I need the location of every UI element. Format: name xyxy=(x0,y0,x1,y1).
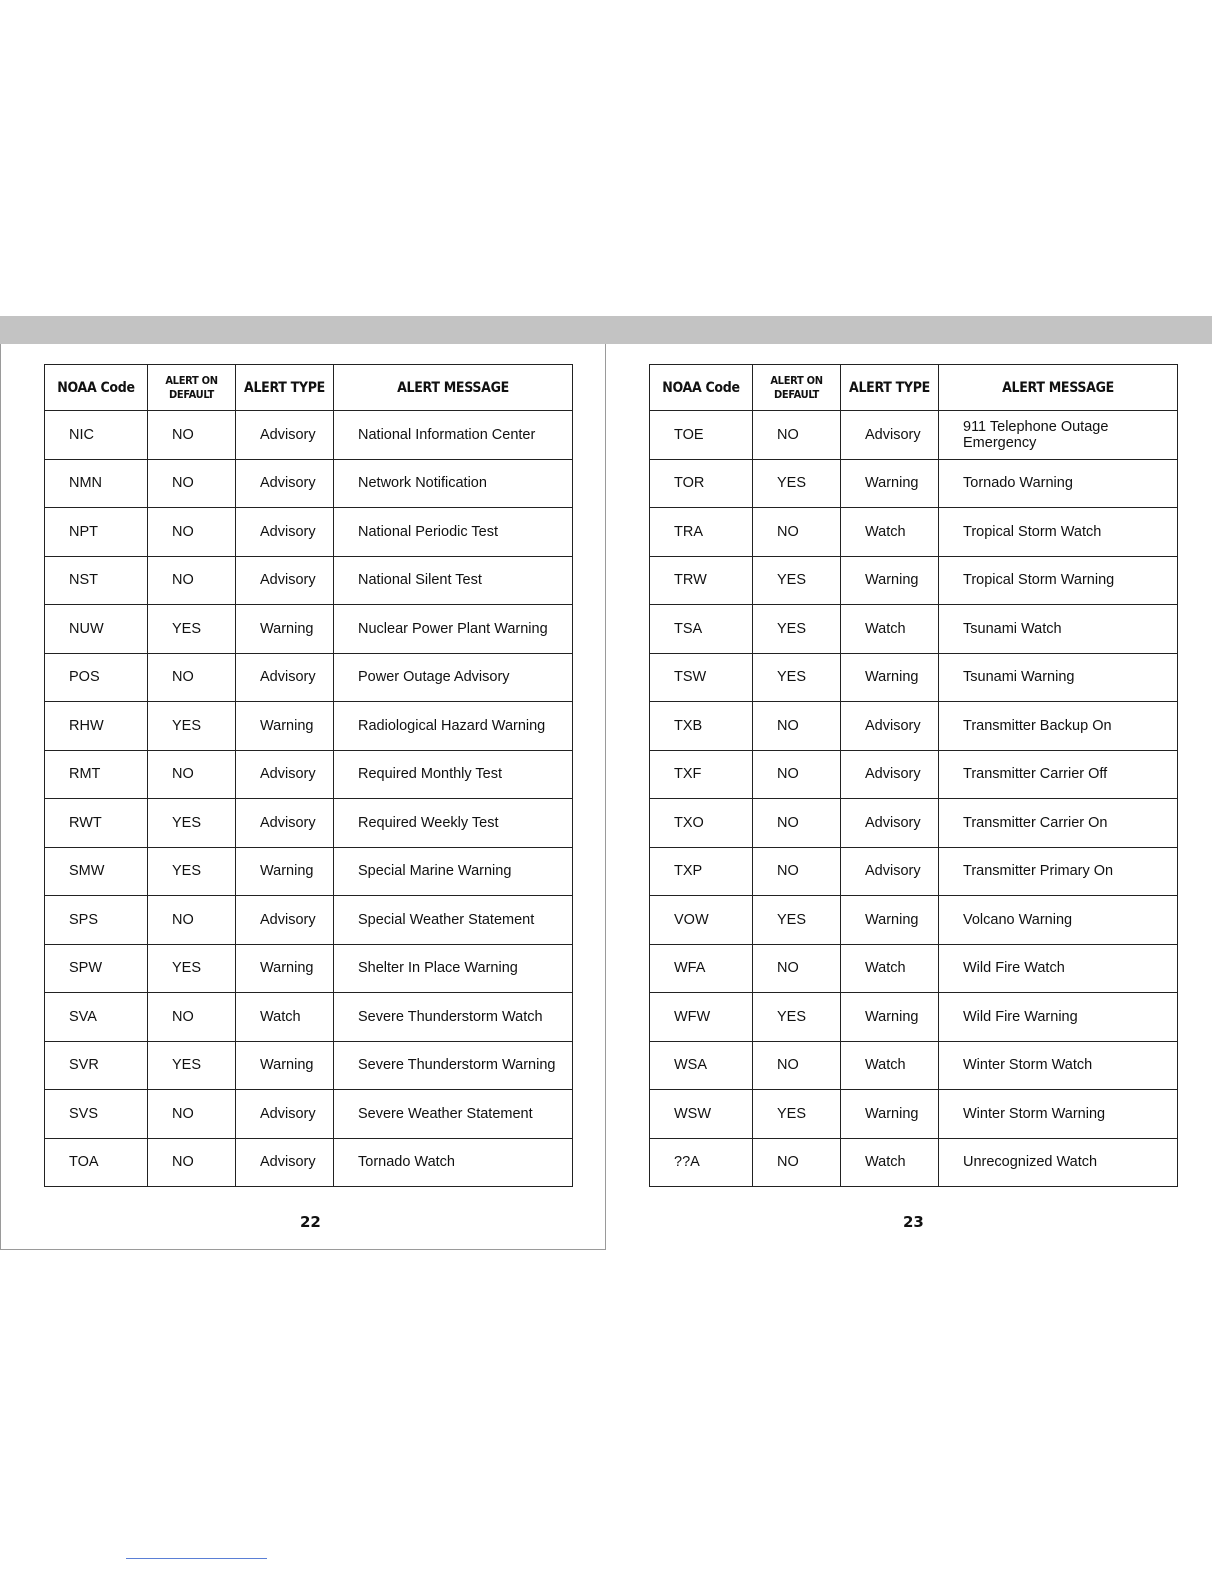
table-row xyxy=(45,750,573,799)
table-row xyxy=(45,944,573,993)
table-row xyxy=(650,411,1178,460)
alert-message-cell: Required Monthly Test xyxy=(334,750,573,799)
alert-default-cell: YES xyxy=(148,702,236,751)
alert-default-cell: YES xyxy=(148,1041,236,1090)
alert-default-cell: NO xyxy=(753,799,841,848)
alert-message-cell: Tornado Watch xyxy=(334,1138,573,1187)
alert-default-cell: NO xyxy=(753,411,841,460)
table-row xyxy=(650,993,1178,1042)
alert-type-cell: Advisory xyxy=(236,750,334,799)
alert-message-cell: Wild Fire Warning xyxy=(939,993,1178,1042)
alert-type-cell: Warning xyxy=(841,653,939,702)
alert-default-cell: NO xyxy=(753,1138,841,1187)
table-row xyxy=(650,1041,1178,1090)
alert-type-cell: Advisory xyxy=(236,508,334,557)
alert-type-cell: Warning xyxy=(841,459,939,508)
alert-type-cell: Advisory xyxy=(841,799,939,848)
alert-message-cell: 911 Telephone Outage Emergency xyxy=(939,411,1178,460)
alert-message-cell: Network Notification xyxy=(334,459,573,508)
alert-default-cell: NO xyxy=(753,847,841,896)
alert-message-cell: Transmitter Carrier On xyxy=(939,799,1178,848)
noaa-code-cell: WFA xyxy=(650,944,753,993)
table-row xyxy=(650,750,1178,799)
header-alert-type: ALERT TYPE xyxy=(236,365,334,411)
alert-message-cell: National Periodic Test xyxy=(334,508,573,557)
alert-type-cell: Advisory xyxy=(841,411,939,460)
table-row xyxy=(45,1138,573,1187)
alert-default-cell: NO xyxy=(148,993,236,1042)
table-row xyxy=(45,847,573,896)
table-row xyxy=(650,799,1178,848)
alert-default-cell: YES xyxy=(148,847,236,896)
header-alert-on-default: ALERT ON DEFAULT xyxy=(753,365,841,411)
alert-message-cell: Transmitter Carrier Off xyxy=(939,750,1178,799)
header-row xyxy=(650,365,1178,411)
table-row xyxy=(45,993,573,1042)
table-row xyxy=(650,896,1178,945)
alert-default-cell: NO xyxy=(148,896,236,945)
alert-message-cell: Severe Weather Statement xyxy=(334,1090,573,1139)
header-alert-message: ALERT MESSAGE xyxy=(939,365,1178,411)
alert-type-cell: Advisory xyxy=(236,799,334,848)
alert-type-cell: Watch xyxy=(841,944,939,993)
noaa-code-cell: TOA xyxy=(45,1138,148,1187)
alert-message-cell: Tornado Warning xyxy=(939,459,1178,508)
alert-default-cell: NO xyxy=(753,750,841,799)
alert-default-cell: YES xyxy=(753,459,841,508)
alert-type-cell: Advisory xyxy=(236,1090,334,1139)
noaa-code-cell: NUW xyxy=(45,605,148,654)
alert-default-cell: NO xyxy=(148,411,236,460)
noaa-code-cell: TXF xyxy=(650,750,753,799)
table-row xyxy=(650,1138,1178,1187)
alert-type-cell: Advisory xyxy=(236,459,334,508)
noaa-code-cell: NPT xyxy=(45,508,148,557)
noaa-code-cell: RMT xyxy=(45,750,148,799)
alert-type-cell: Advisory xyxy=(236,411,334,460)
alert-message-cell: Winter Storm Watch xyxy=(939,1041,1178,1090)
header-alert-message: ALERT MESSAGE xyxy=(334,365,573,411)
alert-table-page-23 xyxy=(649,364,1178,1187)
noaa-code-cell: NMN xyxy=(45,459,148,508)
alert-message-cell: National Information Center xyxy=(334,411,573,460)
alert-default-cell: YES xyxy=(148,605,236,654)
table-row xyxy=(45,459,573,508)
header-alert-type: ALERT TYPE xyxy=(841,365,939,411)
alert-default-cell: NO xyxy=(753,944,841,993)
table-row xyxy=(45,799,573,848)
alert-message-cell: Tsunami Warning xyxy=(939,653,1178,702)
noaa-code-cell: NST xyxy=(45,556,148,605)
noaa-code-cell: TOE xyxy=(650,411,753,460)
alert-default-cell: YES xyxy=(753,653,841,702)
noaa-code-cell: TXP xyxy=(650,847,753,896)
noaa-code-cell: VOW xyxy=(650,896,753,945)
noaa-code-cell: TRA xyxy=(650,508,753,557)
noaa-code-cell: TSW xyxy=(650,653,753,702)
table-row xyxy=(45,702,573,751)
noaa-code-cell: WFW xyxy=(650,993,753,1042)
noaa-code-cell: NIC xyxy=(45,411,148,460)
alert-default-cell: NO xyxy=(753,702,841,751)
alert-type-cell: Advisory xyxy=(236,896,334,945)
table-row xyxy=(45,1041,573,1090)
alert-message-cell: Radiological Hazard Warning xyxy=(334,702,573,751)
alert-type-cell: Advisory xyxy=(236,556,334,605)
alert-default-cell: NO xyxy=(753,1041,841,1090)
alert-default-cell: YES xyxy=(148,944,236,993)
noaa-code-cell: WSA xyxy=(650,1041,753,1090)
alert-type-cell: Advisory xyxy=(841,750,939,799)
alert-message-cell: Wild Fire Watch xyxy=(939,944,1178,993)
alert-default-cell: NO xyxy=(148,1138,236,1187)
table-row xyxy=(45,1090,573,1139)
noaa-code-cell: TSA xyxy=(650,605,753,654)
header-alert-on-default: ALERT ON DEFAULT xyxy=(148,365,236,411)
table-row xyxy=(650,508,1178,557)
alert-type-cell: Warning xyxy=(236,1041,334,1090)
alert-default-cell: YES xyxy=(753,605,841,654)
table-row xyxy=(45,508,573,557)
bottom-link-underline xyxy=(126,1558,267,1559)
table-row xyxy=(45,605,573,654)
header-noaa-code: NOAA Code xyxy=(650,365,753,411)
table-row xyxy=(45,896,573,945)
alert-type-cell: Watch xyxy=(841,1041,939,1090)
alert-default-cell: NO xyxy=(753,508,841,557)
alert-message-cell: Severe Thunderstorm Warning xyxy=(334,1041,573,1090)
noaa-code-cell: RWT xyxy=(45,799,148,848)
noaa-code-cell: SVR xyxy=(45,1041,148,1090)
table-row xyxy=(650,605,1178,654)
alert-default-cell: YES xyxy=(753,1090,841,1139)
noaa-code-cell: TXB xyxy=(650,702,753,751)
alert-default-cell: NO xyxy=(148,556,236,605)
alert-message-cell: Tropical Storm Warning xyxy=(939,556,1178,605)
alert-default-cell: NO xyxy=(148,653,236,702)
noaa-code-cell: SVS xyxy=(45,1090,148,1139)
alert-message-cell: Severe Thunderstorm Watch xyxy=(334,993,573,1042)
alert-message-cell: Special Weather Statement xyxy=(334,896,573,945)
alert-type-cell: Watch xyxy=(841,605,939,654)
alert-message-cell: Winter Storm Warning xyxy=(939,1090,1178,1139)
noaa-code-cell: TRW xyxy=(650,556,753,605)
table-row xyxy=(650,944,1178,993)
page-number: 23 xyxy=(903,1213,924,1231)
noaa-code-cell: SPS xyxy=(45,896,148,945)
noaa-code-cell: WSW xyxy=(650,1090,753,1139)
alert-table-page-22 xyxy=(44,364,573,1187)
alert-default-cell: NO xyxy=(148,750,236,799)
table-row xyxy=(650,1090,1178,1139)
noaa-code-cell: SVA xyxy=(45,993,148,1042)
alert-message-cell: Transmitter Backup On xyxy=(939,702,1178,751)
alert-default-cell: NO xyxy=(148,459,236,508)
alert-message-cell: Transmitter Primary On xyxy=(939,847,1178,896)
alert-type-cell: Warning xyxy=(841,1090,939,1139)
table-row xyxy=(650,653,1178,702)
alert-message-cell: Unrecognized Watch xyxy=(939,1138,1178,1187)
alert-type-cell: Watch xyxy=(841,508,939,557)
alert-type-cell: Advisory xyxy=(236,1138,334,1187)
alert-type-cell: Warning xyxy=(841,896,939,945)
alert-default-cell: YES xyxy=(753,993,841,1042)
alert-type-cell: Watch xyxy=(841,1138,939,1187)
alert-type-cell: Warning xyxy=(236,605,334,654)
alert-type-cell: Advisory xyxy=(841,702,939,751)
top-gray-band xyxy=(0,316,1212,344)
alert-type-cell: Warning xyxy=(236,944,334,993)
noaa-code-cell: ??A xyxy=(650,1138,753,1187)
alert-default-cell: YES xyxy=(753,556,841,605)
alert-type-cell: Advisory xyxy=(236,653,334,702)
alert-default-cell: NO xyxy=(148,508,236,557)
table-row xyxy=(45,411,573,460)
noaa-code-cell: TXO xyxy=(650,799,753,848)
alert-default-cell: YES xyxy=(753,896,841,945)
alert-message-cell: Nuclear Power Plant Warning xyxy=(334,605,573,654)
noaa-code-cell: SMW xyxy=(45,847,148,896)
alert-message-cell: Special Marine Warning xyxy=(334,847,573,896)
alert-type-cell: Watch xyxy=(236,993,334,1042)
alert-default-cell: YES xyxy=(148,799,236,848)
alert-type-cell: Warning xyxy=(236,702,334,751)
table-row xyxy=(45,556,573,605)
alert-message-cell: Required Weekly Test xyxy=(334,799,573,848)
page-number: 22 xyxy=(300,1213,321,1231)
noaa-code-cell: RHW xyxy=(45,702,148,751)
alert-message-cell: National Silent Test xyxy=(334,556,573,605)
table-row xyxy=(650,556,1178,605)
alert-type-cell: Warning xyxy=(841,556,939,605)
alert-message-cell: Tropical Storm Watch xyxy=(939,508,1178,557)
alert-default-cell: NO xyxy=(148,1090,236,1139)
table-row xyxy=(650,702,1178,751)
table-row xyxy=(650,459,1178,508)
noaa-code-cell: POS xyxy=(45,653,148,702)
alert-type-cell: Advisory xyxy=(841,847,939,896)
alert-message-cell: Power Outage Advisory xyxy=(334,653,573,702)
alert-type-cell: Warning xyxy=(841,993,939,1042)
header-noaa-code: NOAA Code xyxy=(45,365,148,411)
noaa-code-cell: SPW xyxy=(45,944,148,993)
header-row xyxy=(45,365,573,411)
alert-message-cell: Shelter In Place Warning xyxy=(334,944,573,993)
noaa-code-cell: TOR xyxy=(650,459,753,508)
table-row xyxy=(45,653,573,702)
alert-message-cell: Tsunami Watch xyxy=(939,605,1178,654)
alert-message-cell: Volcano Warning xyxy=(939,896,1178,945)
alert-type-cell: Warning xyxy=(236,847,334,896)
table-row xyxy=(650,847,1178,896)
